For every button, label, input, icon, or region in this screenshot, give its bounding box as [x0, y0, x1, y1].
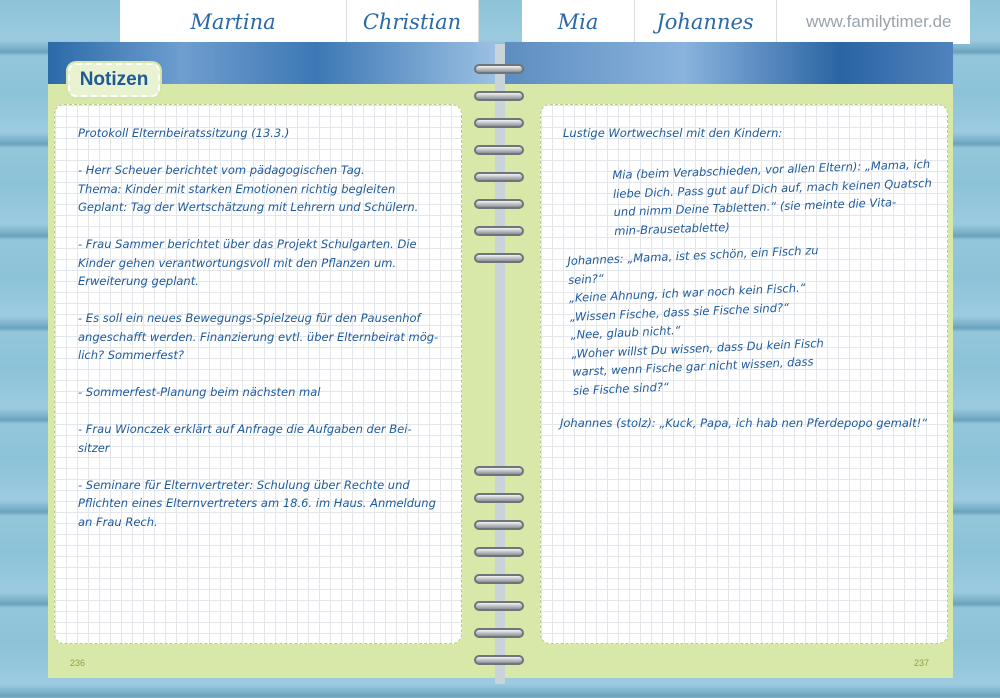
- binding-ring: [474, 493, 524, 503]
- book-spine: [495, 44, 505, 684]
- binding-ring: [474, 172, 524, 182]
- binding-ring: [474, 520, 524, 530]
- tab-martina[interactable]: [120, 0, 347, 44]
- binding-ring: [474, 466, 524, 476]
- binding-ring: [474, 628, 524, 638]
- binding-ring: [474, 574, 524, 584]
- johannes-fish-dialog: Johannes: „Mama, ist es schön, ein Fisch zu sein?“ „Keine Ahnung, ich war noch kein Fisch.“ „Wissen Fische, dass sie Fische sind?“ „Nee, glaub nicht.“ „Woher willst Du wissen, dass Du kein Fisch warst, wenn Fische gar nicht wissen, dass sie Fische sind?“: [567, 243, 825, 398]
- tab-label: Christian: [362, 10, 462, 34]
- binding-ring: [474, 199, 524, 209]
- binding-ring: [474, 601, 524, 611]
- mia-quote: Mia (beim Verabschieden, vor allen Eltern): „Mama, ich liebe Dich. Pass gut auf Dich auf, mach keinen Quatsch und nimm Deine Tabletten.“ (sie meinte die Vita- min-Brausetablette): [612, 156, 932, 238]
- tab-label: Martina: [190, 10, 276, 34]
- section-title-badge: Notizen: [68, 63, 160, 97]
- tab-mia[interactable]: [522, 0, 635, 44]
- tab-label: Johannes: [656, 10, 754, 34]
- binding-ring: [474, 145, 524, 155]
- binding-ring: [474, 655, 524, 665]
- binding-ring: [474, 547, 524, 557]
- tab-bar-left: [120, 0, 478, 44]
- binding-ring: [474, 253, 524, 263]
- page-number-right: 237: [914, 658, 930, 668]
- tab-johannes[interactable]: [634, 0, 777, 44]
- left-page-notes: Protokoll Elternbeiratssitzung (13.3.) - Herr Scheuer berichtet vom pädagogischen Tag. Thema: Kinder mit starken Emotionen richtig begleiten Geplant: Tag der Wertschätzung mit Lehrern und Schülern. - Frau Sammer berichtet über das Projekt Schulgarten. Die Kinder gehen verantwortungsvoll mit den Pflanzen um. Erweiterung geplant. - Es soll ein neues Bewegungs-Spielzeug für den Pausenhof angeschafft werden. Finanzierung evtl. über Elternbeirat mög- lich? Sommerfest? - Sommerfest-Planung beim nächsten mal - Frau Wionczek erklärt auf Anfrage die Aufgaben der Bei- sitzer - Seminare für Elternvertreter: Schulung über Rechte und Pflichten eines Elternvertreters am 18.6. im Haus. Anmeldung an Frau Rech.: [78, 126, 439, 529]
- website-url: www.familytimer.de: [806, 12, 952, 31]
- binding-ring: [474, 118, 524, 128]
- binding-ring: [474, 226, 524, 236]
- right-page-heading: Lustige Wortwechsel mit den Kindern:: [563, 126, 783, 140]
- photo-banner-right: [505, 42, 953, 84]
- binding-ring: [474, 91, 524, 101]
- binding-ring: [474, 64, 524, 74]
- page-number-left: 236: [70, 658, 86, 668]
- johannes-proud-quote: Johannes (stolz): „Kuck, Papa, ich hab nen Pferdepopo gemalt!“: [560, 416, 928, 430]
- tab-christian[interactable]: [346, 0, 479, 44]
- tab-label: Mia: [557, 10, 599, 34]
